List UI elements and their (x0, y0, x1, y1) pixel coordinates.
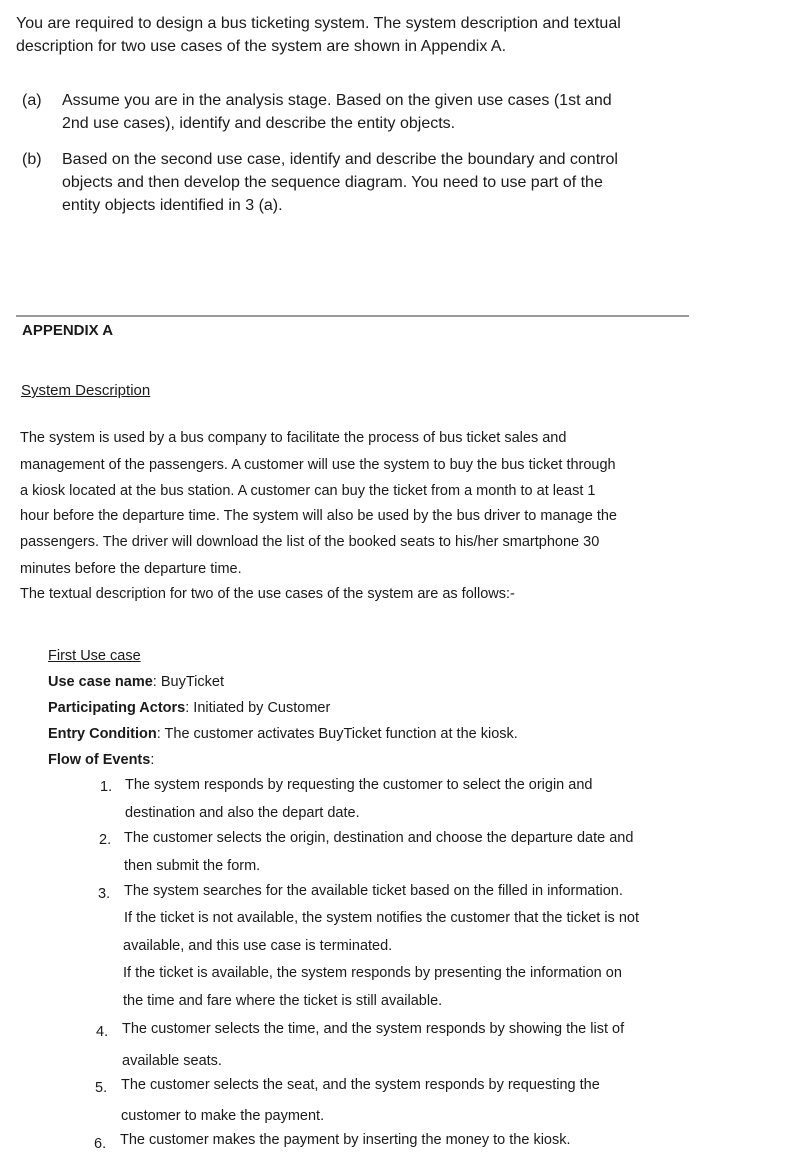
step-line: then submit the form. (124, 858, 261, 874)
flow-of-events-label: Flow of Events (48, 752, 151, 768)
entry-condition-value: : The customer activates BuyTicket function at the kiosk. (156, 726, 518, 742)
step-line: the time and fare where the ticket is still available. (123, 993, 443, 1009)
sysdesc-line: The system is used by a bus company to facilitate the process of bus ticket sales and (20, 430, 567, 446)
step-line: available, and this use case is terminated. (123, 938, 393, 954)
participating-actors-label: Participating Actors (48, 700, 186, 716)
section-divider (16, 315, 689, 317)
step-line: customer to make the payment. (121, 1108, 325, 1124)
step-line: available seats. (122, 1053, 222, 1069)
participating-actors-field (48, 700, 330, 716)
use-case-name-label: Use case name (48, 674, 153, 690)
sysdesc-line: a kiosk located at the bus station. A customer can buy the ticket from a month to at least 1 (20, 483, 596, 499)
sysdesc-line: management of the passengers. A customer will use the system to buy the bus ticket through (20, 457, 616, 473)
question-a-label: (a) (22, 92, 42, 109)
step-line: If the ticket is not available, the system notifies the customer that the ticket is not (124, 910, 639, 926)
step-line: The system responds by requesting the customer to select the origin and (125, 777, 593, 793)
step-line: The system searches for the available ticket based on the filled in information. (124, 883, 623, 899)
step-number: 1. (100, 779, 113, 795)
intro-paragraph: You are required to design a bus ticketing system. The system description and textual description for two use cases of the system are shown in Appendix A. (16, 15, 621, 55)
step-line: The customer makes the payment by inserting the money to the kiosk. (120, 1132, 571, 1148)
sysdesc-line: hour before the departure time. The system will also be used by the bus driver to manage the (20, 508, 617, 524)
sysdesc-line: The textual description for two of the use cases of the system are as follows:- (20, 586, 515, 602)
entry-condition-field (48, 726, 518, 742)
question-b-text: Based on the second use case, identify and describe the boundary and control objects and then develop the sequence diagram. You need to use part of the entity objects identified in 3 (a). (62, 151, 618, 214)
step-line: The customer selects the seat, and the system responds by requesting the (121, 1077, 600, 1093)
use-case-name-field (48, 674, 224, 690)
first-use-case-heading: First Use case (48, 648, 141, 664)
step-number: 4. (96, 1024, 109, 1040)
use-case-name-value: : BuyTicket (152, 674, 224, 690)
appendix-heading: APPENDIX A (22, 322, 114, 339)
sysdesc-line: passengers. The driver will download the list of the booked seats to his/her smartphone 30 (20, 534, 600, 550)
question-b-label: (b) (22, 151, 42, 168)
system-description-heading: System Description (21, 382, 151, 399)
entry-condition-label: Entry Condition (48, 726, 157, 742)
step-number: 3. (98, 886, 111, 902)
sysdesc-line: minutes before the departure time. (20, 561, 242, 577)
question-a-text: Assume you are in the analysis stage. Based on the given use cases (1st and 2nd use cases), identify and describe the entity objects. (62, 92, 612, 132)
question-b (0, 148, 790, 220)
participating-actors-value: : Initiated by Customer (185, 700, 331, 716)
step-line: The customer selects the time, and the system responds by showing the list of (122, 1021, 625, 1037)
flow-of-events-field (48, 752, 154, 768)
step-line: destination and also the depart date. (125, 805, 360, 821)
step-number: 6. (94, 1136, 107, 1152)
step-line: The customer selects the origin, destination and choose the departure date and (124, 830, 634, 846)
step-number: 2. (99, 832, 112, 848)
step-number: 5. (95, 1080, 108, 1096)
step-line: If the ticket is available, the system responds by presenting the information on (123, 965, 622, 981)
flow-of-events-colon: : (150, 752, 155, 768)
question-a (0, 89, 790, 139)
